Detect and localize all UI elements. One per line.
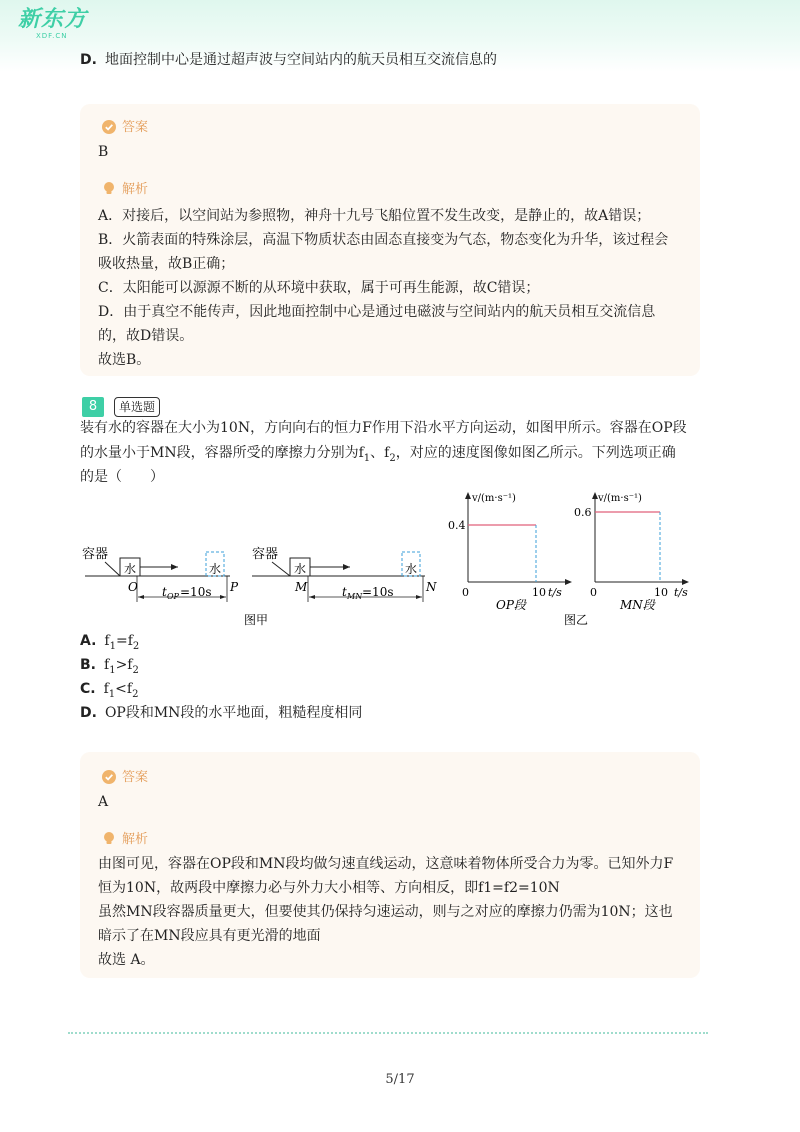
y-tick: 0.6 — [574, 506, 592, 519]
point-m: M — [295, 580, 308, 594]
t-mn-value: =10s — [362, 585, 394, 599]
question-stem-line: 的水量小于MN段，容器所受的摩擦力分别为$f_1$、$f_2$，对应的速度图像如图乙所示。下列选项正确 — [80, 445, 676, 464]
analysis-line: C．太阳能可以源源不断的从环境中获取，属于可再生能源，故C错误； — [98, 280, 540, 296]
option-label: C. — [80, 681, 96, 697]
answer-card-7 — [80, 104, 700, 376]
analysis-line: D．由于真空不能传声，因此地面控制中心是通过电磁波与空间站内的航天员相互交流信息 — [98, 304, 656, 320]
water-label: 水 — [405, 562, 418, 576]
check-badge-icon — [102, 120, 116, 134]
container-label: 容器 — [252, 547, 279, 562]
water-label: 水 — [124, 562, 137, 576]
analysis-line: B．火箭表面的特殊涂层，高温下物质状态由固态直接变为气态，物态变化为升华，该过程会 — [98, 232, 669, 248]
svg-text:t: t — [162, 585, 167, 599]
answer-card-8 — [80, 752, 700, 978]
figure-jia-caption: 图甲 — [244, 613, 269, 627]
logo-text: 新东方 — [18, 7, 88, 32]
prev-option-d — [80, 50, 497, 70]
t-sub-op: OP — [167, 592, 179, 601]
figure-jia — [80, 540, 440, 630]
option-d — [80, 703, 362, 723]
analysis-title: 解析 — [122, 182, 149, 197]
answer-title: 答案 — [122, 770, 149, 785]
x-tick-10: 10 — [532, 586, 546, 599]
option-label: B. — [80, 657, 96, 673]
option-text: 地面控制中心是通过超声波与空间站内的航天员相互交流信息的 — [104, 52, 497, 68]
page-number: 5/17 — [385, 1072, 415, 1087]
analysis-heading — [102, 178, 148, 197]
analysis-line: 由图可见，容器在OP段和MN段均做匀速直线运动，这意味着物体所受合力为零。已知外力F — [98, 856, 674, 872]
water-label: 水 — [209, 562, 222, 576]
option-a: A. $f_1=f_2$ — [80, 633, 140, 652]
t-op-value: =10s — [180, 585, 212, 599]
stem-text: ，对应的速度图像如图乙所示。下列选项正确 — [395, 445, 676, 461]
stem-text: 的水量小于MN段，容器所受的摩擦力分别为f — [80, 445, 364, 461]
option-label: D. — [80, 705, 97, 721]
answer-value: A — [98, 794, 109, 810]
y-tick: 0.4 — [448, 519, 466, 532]
question-type-tag: 单选题 — [114, 397, 160, 417]
lightbulb-icon — [102, 181, 116, 196]
analysis-line: 吸收热量，故B正确； — [98, 256, 235, 272]
analysis-line: 故选 A。 — [98, 952, 155, 968]
figure-yi-caption: 图乙 — [564, 613, 589, 627]
option-c: C. $f_1<f_2$ — [80, 681, 139, 700]
analysis-title: 解析 — [122, 832, 149, 847]
x-tick-0: 0 — [590, 586, 597, 599]
logo-subtext: XDF.CN — [36, 32, 68, 40]
point-o: O — [128, 580, 138, 594]
analysis-line: A．对接后，以空间站为参照物，神舟十九号飞船位置不发生改变，是静止的，故A错误； — [98, 208, 651, 224]
question-stem-line: 装有水的容器在大小为10N，方向向右的恒力F作用下沿水平方向运动，如图甲所示。容器在OP段 — [80, 420, 687, 436]
y-axis-label: v/(m·s⁻¹) — [472, 493, 516, 504]
point-p: P — [230, 580, 239, 594]
x-tick-0: 0 — [462, 586, 469, 599]
option-label: A. — [80, 633, 97, 649]
t-sub-mn: MN — [347, 592, 363, 601]
answer-title: 答案 — [122, 120, 149, 135]
answer-value: B — [98, 144, 109, 160]
chart-caption-mn: MN段 — [620, 598, 655, 612]
vt-chart-op — [448, 492, 572, 612]
lightbulb-icon — [102, 831, 116, 846]
check-badge-icon — [102, 770, 116, 784]
analysis-heading — [102, 828, 148, 847]
option-b: B. $f_1>f_2$ — [80, 657, 139, 676]
analysis-line: 暗示了在MN段应具有更光滑的地面 — [98, 928, 321, 944]
analysis-line: 故选B。 — [98, 352, 151, 368]
svg-text:t: t — [342, 585, 347, 599]
water-label: 水 — [294, 562, 307, 576]
question-stem-line: 的是（ ） — [80, 469, 164, 485]
answer-heading — [102, 766, 148, 785]
option-text: OP段和MN段的水平地面，粗糙程度相同 — [104, 705, 363, 721]
vt-chart-mn — [574, 492, 689, 612]
chart-caption-op: OP段 — [496, 598, 526, 612]
answer-heading — [102, 116, 148, 135]
y-axis-label: v/(m·s⁻¹) — [598, 493, 642, 504]
analysis-line: 恒为10N，故两段中摩擦力必与外力大小相等、方向相反，即f1=f2=10N — [98, 880, 560, 896]
analysis-line: 虽然MN段容器质量更大，但要使其仍保持匀速运动，则与之对应的摩擦力仍需为10N；这也 — [98, 904, 673, 920]
analysis-line: 的，故D错误。 — [98, 328, 194, 344]
x-axis-label: t/s — [548, 586, 562, 599]
xdf-logo — [18, 8, 88, 44]
x-tick-10: 10 — [654, 586, 668, 599]
figure-yi — [440, 484, 700, 630]
container-label: 容器 — [82, 547, 109, 562]
point-n: N — [426, 580, 437, 594]
option-label: D. — [80, 52, 97, 68]
x-axis-label: t/s — [674, 586, 688, 599]
question-number: 8 — [82, 397, 104, 417]
footer-divider — [68, 1032, 708, 1034]
